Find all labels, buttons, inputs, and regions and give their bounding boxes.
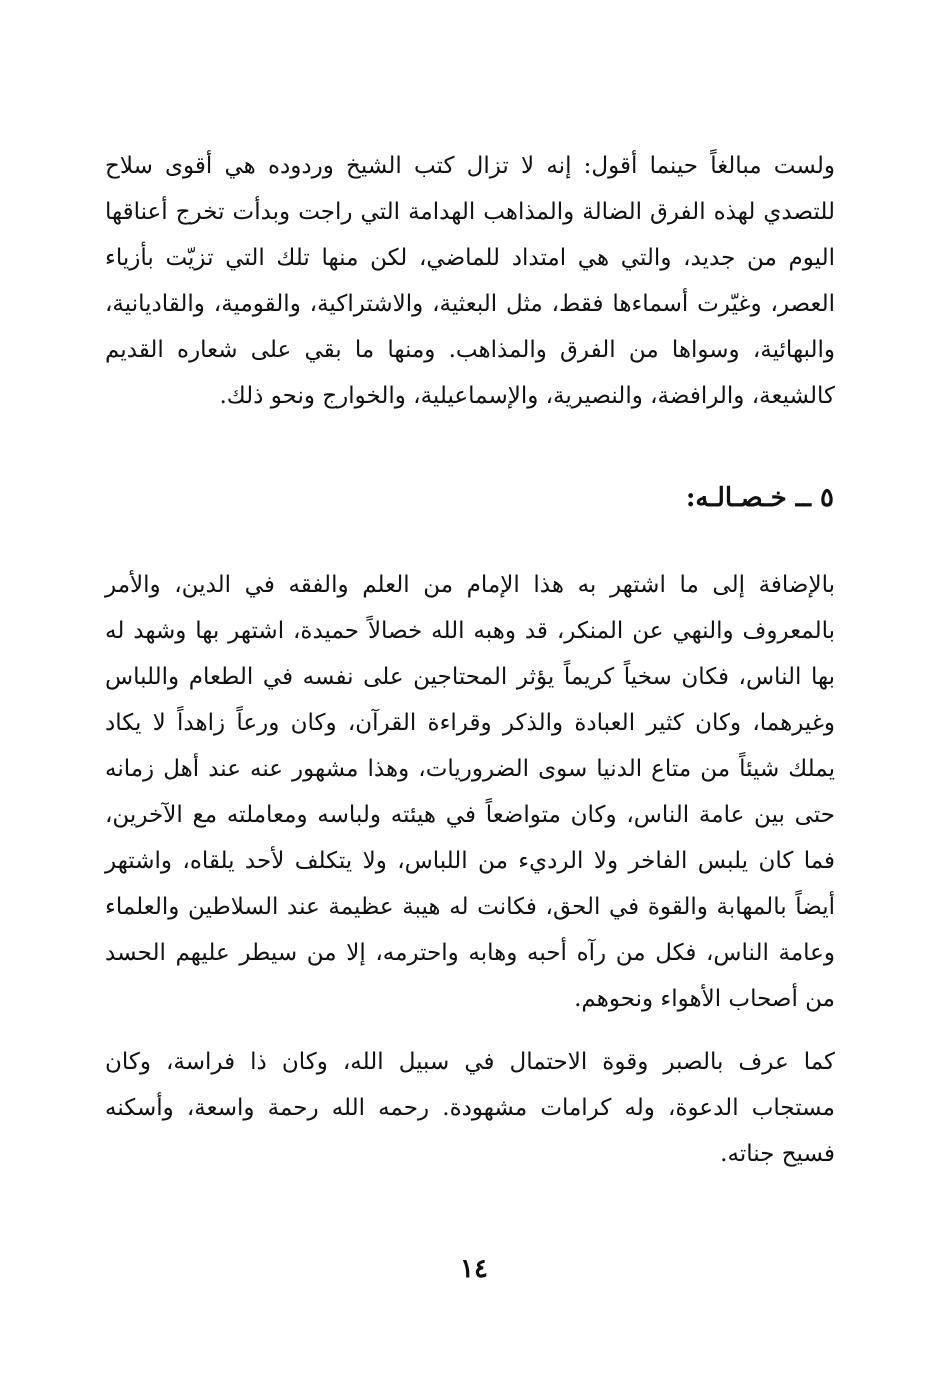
page-number: ١٤ bbox=[460, 1254, 488, 1284]
paragraph-closing: كما عرف بالصبر وقوة الاحتمال في سبيل الله، وكان ذا فراسة، وكان مستجاب الدعوة، وله كرامات مشهودة. رحمه الله رحمة واسعة، وأسكنه فسيح جناته. bbox=[105, 1049, 835, 1167]
section-heading: ٥ ــ خـصـالـه: bbox=[685, 483, 834, 513]
paragraph-qualities: بالإضافة إلى ما اشتهر به هذا الإمام من العلم والفقه في الدين، والأمر بالمعروف والنهي عن المنكر، قد وهبه الله خصالاً حميدة، اشتهر بها وشهد له بها الناس، فكان سخياً كريماً يؤثر المحتاجين على نفسه في الطعام واللباس وغيرهما، وكان كثير العبادة والذكر وقراءة القرآن، وكان ورعاً زاهداً لا يكاد يملك شيئاً من متاع الدنيا سوى الضروريات، وهذا مشهور عنه عند أهل زمانه حتى بين عامة الناس، وكان متواضعاً في هيئته ولباسه ومعاملته مع الآخرين، فما كان يلبس الفاخر ولا الرديء من اللباس، ولا يتكلف لأحد يلقاه، واشتهر أيضاً بالمهابة والقوة في الحق، فكانت له هيبة عظيمة عند السلاطين والعلماء وعامة الناس، فكل من رآه أحبه وهابه واحترمه، إلا من سيطر عليهم الحسد من أصحاب الأهواء ونحوهم. bbox=[105, 572, 836, 1012]
paragraph-intro: ولست مبالغاً حينما أقول: إنه لا تزال كتب الشيخ وردوده هي أقوى سلاح للتصدي لهذه الفرق الضالة والمذاهب الهدامة التي راجت وبدأت تخرج أعناقها اليوم من جديد، والتي هي امتداد للماضي، لكن منها تلك التي تزيّت بأزياء العصر، وغيّرت أسماءها فقط، مثل البعثية، والاشتراكية، والقومية، والقاديانية، والبهائية، وسواها من الفرق والمذاهب. ومنها ما بقي على شعاره القديم كالشيعة، والرافضة، والنصيرية، والإسماعيلية، والخوارج ونحو ذلك. bbox=[105, 153, 835, 409]
